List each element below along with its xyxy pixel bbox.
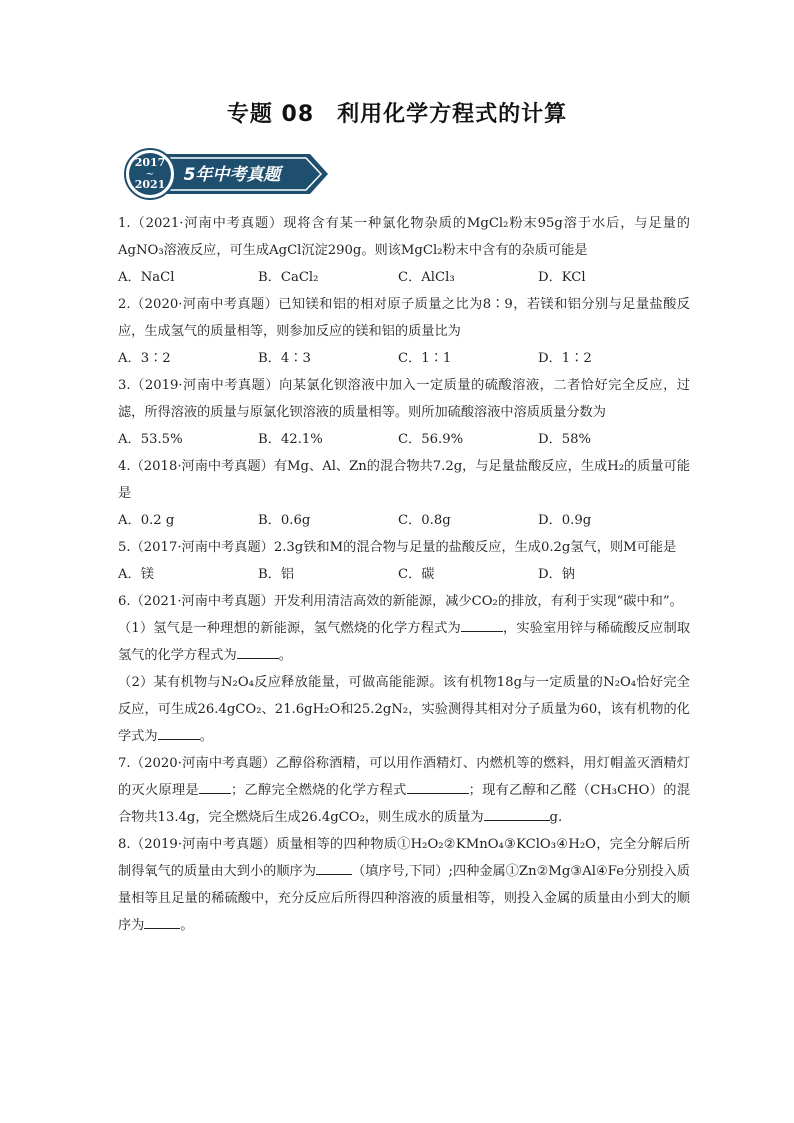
text-segment: 。: [278, 648, 292, 663]
text-segment: g.: [549, 810, 563, 825]
text-segment: （1）氢气是一种理想的新能源，氢气燃烧的化学方程式为: [118, 621, 461, 636]
banner-year-bottom: 2021: [134, 178, 166, 191]
banner-year-tilde: ~: [145, 169, 155, 180]
option-a: A．镁: [118, 567, 154, 582]
option-d: D．1∶2: [538, 351, 592, 366]
answer-blank[interactable]: [158, 725, 200, 740]
answer-blank[interactable]: [484, 806, 550, 821]
question-6: [118, 588, 690, 750]
question-6-part-1: [118, 615, 690, 669]
option-c: C．0.8g: [398, 513, 451, 528]
option-a: A．3∶2: [118, 351, 171, 366]
option-d: D．0.9g: [538, 513, 592, 528]
question-5: [118, 534, 690, 588]
option-b: B．铝: [258, 567, 295, 582]
option-c: C．1∶1: [398, 351, 452, 366]
question-1: [118, 210, 690, 291]
option-b: B．0.6g: [258, 513, 311, 528]
text-segment: （2）某有机物与N₂O₄反应释放能量，可做高能能源。该有机物18g与一定质量的N₂O₄恰好完全反应，可生成26.4gCO₂、21.6gH₂O和25.2gN₂，实验测得其相对分子质量为60，该有机物的化学式为: [118, 675, 690, 744]
text-segment: 。: [199, 729, 213, 744]
banner-year-top: 2017: [134, 156, 166, 169]
options: [118, 264, 690, 291]
option-d: D．58%: [538, 432, 592, 447]
options: [118, 507, 690, 534]
answer-blank[interactable]: [237, 644, 279, 659]
question-list: [118, 210, 690, 939]
option-b: B．42.1%: [258, 432, 323, 447]
question-text: 4.（2018·河南中考真题）有Mg、Al、Zn的混合物共7.2g，与足量盐酸反应，生成H₂的质量可能是: [118, 459, 690, 501]
option-c: C．AlCl₃: [398, 270, 455, 285]
option-d: D．钠: [538, 567, 575, 582]
option-d: D．KCl: [538, 270, 586, 285]
text-segment: ；现有乙醇和乙醛（CH₃CHO）的混合物共13.4g，完全燃烧后生成26.4gCO₂，则生成水的质量为: [118, 783, 691, 825]
option-c: C．56.9%: [398, 432, 464, 447]
section-banner: [120, 148, 330, 200]
text-segment: ，实验室用锌与稀硫酸反应制取氢气的化学方程式为: [118, 621, 691, 663]
question-text: [118, 831, 690, 939]
question-text: 2.（2020·河南中考真题）已知镁和铝的相对原子质量之比为8∶9，若镁和铝分别与足量盐酸反应，生成氢气的质量相等，则参加反应的镁和铝的质量比为: [118, 297, 690, 339]
banner-graphic: [120, 148, 330, 200]
option-a: A．NaCl: [118, 270, 175, 285]
question-text: 3.（2019·河南中考真题）向某氯化钡溶液中加入一定质量的硫酸溶液，二者恰好完全反应，过滤，所得溶液的质量与原氯化钡溶液的质量相等。则所加硫酸溶液中溶质质量分数为: [118, 378, 690, 420]
answer-blank[interactable]: [407, 779, 469, 794]
text-segment: 8.（2019·河南中考真题）质量相等的四种物质①H₂O₂②KMnO₄③KClO₃④H₂O，完全分解后所制得氧气的质量由大到小的顺序为: [118, 837, 690, 879]
answer-blank[interactable]: [461, 617, 503, 632]
question-6-part-2: [118, 669, 690, 750]
option-b: B．CaCl₂: [258, 270, 319, 285]
options: [118, 426, 690, 453]
option-a: A．0.2 g: [118, 513, 175, 528]
text-segment: ；乙醇完全燃烧的化学方程式: [231, 783, 407, 798]
option-c: C．碳: [398, 567, 435, 582]
text-segment: （填序号,下同）;四种金属①Zn②Mg③Al④Fe分别投入质量相等且足量的稀硫酸中，充分反应后所得四种溶液的质量相等，则投入金属的质量由小到大的顺序为: [118, 864, 690, 933]
banner-label: 5年中考真题: [183, 165, 281, 185]
question-3: [118, 372, 690, 453]
question-text: 1.（2021·河南中考真题）现将含有某一种氯化物杂质的MgCl₂粉末95g溶于水后，与足量的AgNO₃溶液反应，可生成AgCl沉淀290g。则该MgCl₂粉末中含有的杂质可能是: [118, 216, 690, 258]
options: [118, 561, 690, 588]
page-title: 专题 08 利用化学方程式的计算: [226, 102, 568, 127]
question-text: 6.（2021·河南中考真题）开发利用清洁高效的新能源，减少CO₂的排放，有利于实现“碳中和”。: [118, 594, 683, 609]
option-b: B．4∶3: [258, 351, 311, 366]
text-segment: 。: [180, 918, 194, 933]
answer-blank[interactable]: [316, 860, 352, 875]
options: [118, 345, 690, 372]
answer-blank[interactable]: [144, 914, 180, 929]
question-text: [118, 750, 690, 831]
option-a: A．53.5%: [118, 432, 183, 447]
question-7: [118, 750, 690, 831]
question-text: 5.（2017·河南中考真题）2.3g铁和M的混合物与足量的盐酸反应，生成0.2g氢气，则M可能是: [118, 540, 677, 555]
text-segment: 7.（2020·河南中考真题）乙醇俗称酒精，可以用作酒精灯、内燃机等的燃料，用灯帽盖灭酒精灯的灭火原理是: [118, 756, 690, 798]
answer-blank[interactable]: [199, 779, 231, 794]
question-4: [118, 453, 690, 534]
question-8: [118, 831, 690, 939]
question-2: [118, 291, 690, 372]
